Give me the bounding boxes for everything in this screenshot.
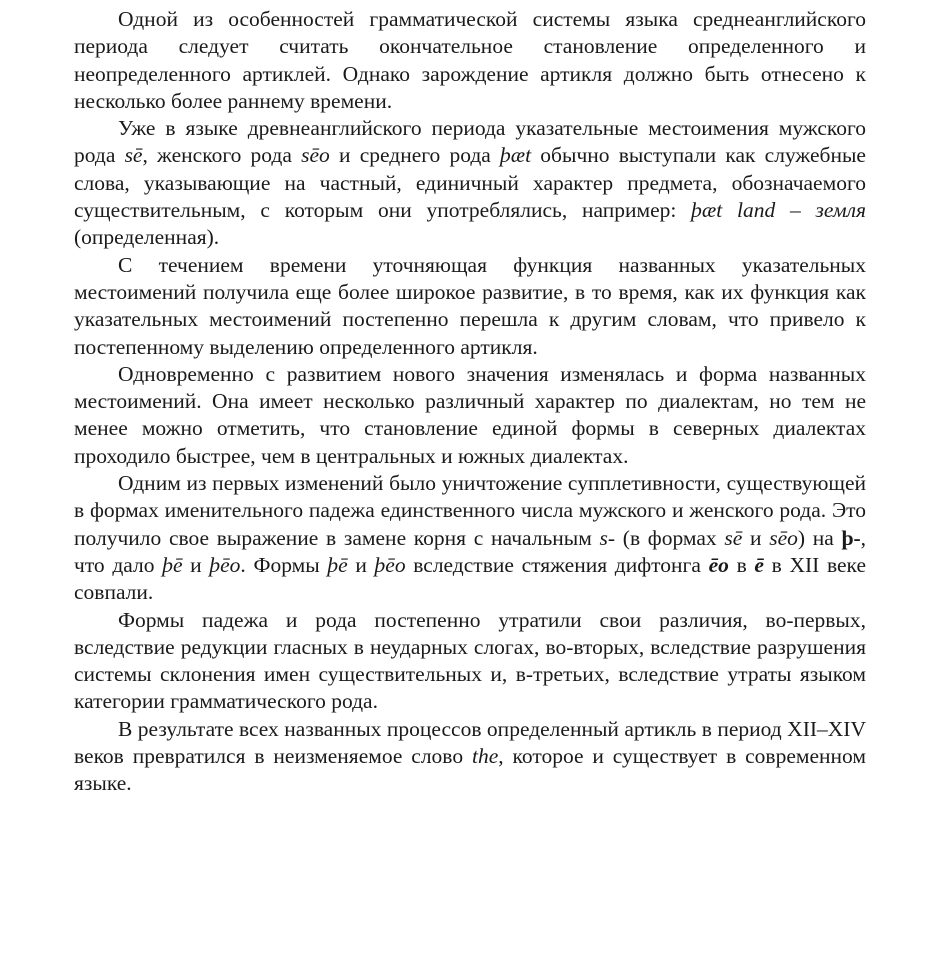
paragraph	[74, 716, 866, 798]
emphasized-text: ēo	[708, 552, 729, 577]
paragraph	[74, 252, 866, 361]
emphasized-text: þē	[162, 552, 183, 577]
text-run: . Формы	[240, 552, 328, 577]
text-run: и	[347, 552, 375, 577]
text-run: (определенная).	[74, 225, 220, 250]
text-run: вследствие стяжения дифтонга	[405, 552, 709, 577]
emphasized-text: þæt	[500, 143, 532, 168]
text-run: С течением времени уточняющая функция названных указательных местоимений получила еще более широкое развитие, в то время, как их функция как указательных местоимений постепенно перешла к другим словам, что привело к постепенному выделению определенного артикля.	[74, 252, 866, 359]
text-run: Формы падежа и рода постепенно утратили свои различия, во-первых, вследствие редукции гласных в неударных слогах, во-вторых, вследствие разрушения системы склонения имен существительных и, в-третьих, вследствие утраты языком категории грамматического рода.	[74, 607, 866, 714]
emphasized-text: sē	[124, 143, 143, 168]
paragraph	[74, 361, 866, 470]
text-run: ) на	[797, 525, 842, 550]
text-run: (в формах	[615, 525, 725, 550]
text-run: , женского рода	[142, 143, 302, 168]
text-run: Уже в языке древнеанглийского периода указательные местоимения мужского рода	[74, 116, 866, 168]
text-run: и	[182, 552, 210, 577]
text-run: , что дало	[74, 525, 866, 577]
emphasized-text: þæt land – земля	[691, 198, 866, 223]
text-run: Одной из особенностей грамматической системы языка среднеанглийского периода следует считать окончательное становление определенного и неопределенного артиклей. Однако зарождение артикля должно быть отнесено к несколько более раннему времени.	[74, 7, 866, 113]
emphasized-text: þēo	[374, 552, 406, 577]
text-run: в	[728, 552, 755, 577]
text-run: Одновременно с развитием нового значения изменялась и форма названных местоимений. Она имеет несколько различный характер по диалектам, но тем не менее можно отметить, что становление единой формы в северных диалектах проходило быстрее, чем в центральных и южных диалектах.	[74, 361, 866, 468]
emphasized-text: sēo	[769, 525, 798, 550]
emphasized-text: þ-	[841, 525, 861, 550]
emphasized-text: ē	[754, 552, 764, 577]
text-run: в XII веке совпали.	[74, 552, 867, 605]
text-run: , которое и существует в современном языке.	[74, 744, 866, 796]
text-run: обычно выступали как служебные слова, указывающие на частный, единичный характер предмета, обозначаемого существительным, с которым они употреблялись, например:	[74, 143, 866, 223]
paragraph	[74, 115, 866, 251]
emphasized-text: sēo	[301, 143, 330, 168]
emphasized-text: þē	[327, 552, 348, 577]
text-run: и среднего рода	[329, 143, 501, 168]
text-run: и	[742, 525, 770, 550]
emphasized-text: s-	[599, 525, 616, 550]
paragraph	[74, 6, 866, 115]
emphasized-text: sē	[724, 525, 743, 550]
emphasized-text: þēo	[209, 552, 241, 577]
text-run: В результате всех названных процессов определенный артикль в период XII–XIV веков превратился в неизменяемое слово	[74, 716, 866, 769]
text-run: Одним из первых изменений было уничтожение супплетивности, существующей в формах именительного падежа единственного числа мужского и женского рода. Это получило свое выражение в замене корня с начальным	[74, 471, 866, 550]
emphasized-text: the	[471, 744, 499, 769]
paragraph	[74, 607, 866, 716]
paragraph	[74, 470, 866, 606]
